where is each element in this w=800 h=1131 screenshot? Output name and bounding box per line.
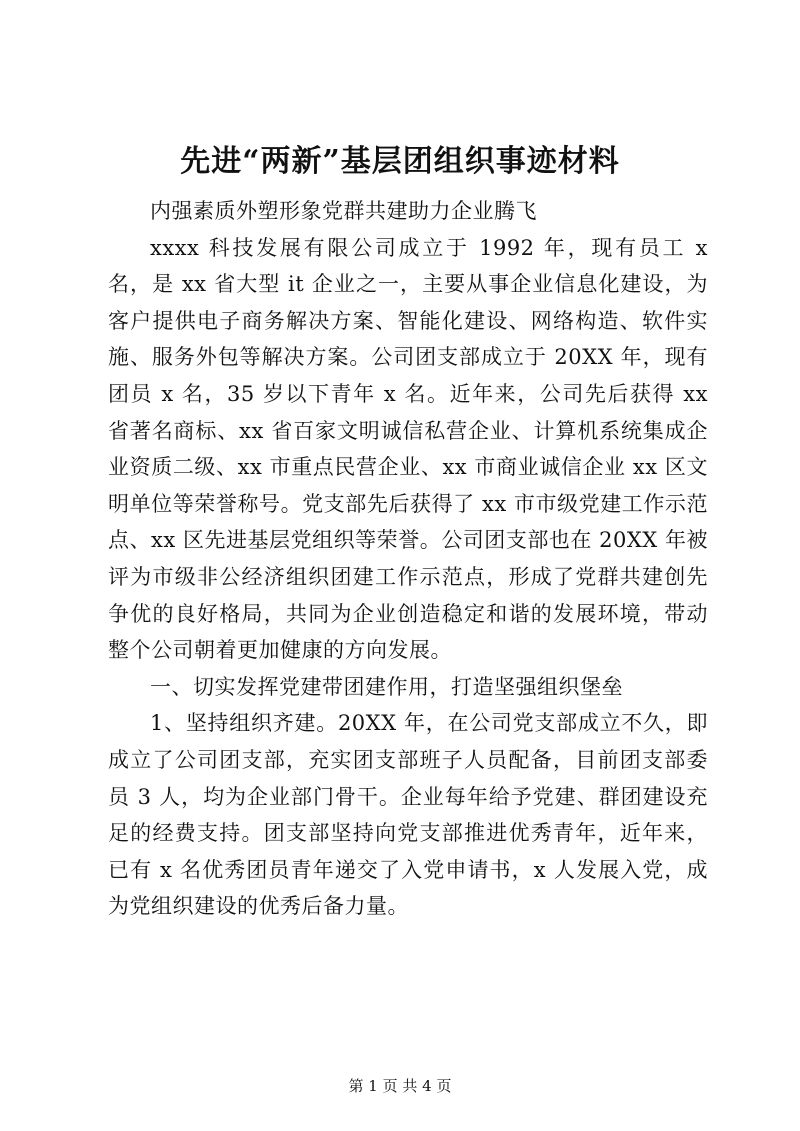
page-footer: 第 1 页 共 4 页 — [348, 1077, 452, 1095]
paragraph-section-heading: 一、切实发挥党建带团建作用，打造坚强组织堡垒 — [150, 674, 623, 699]
paragraph-organization: 1、坚持组织齐建。20XX 年，在公司党支部成立不久，即成立了公司团支部，充实团支部班子人员配备，目前团支部委员 3 人，均为企业部门骨干。企业每年给予党建、群团建设充足的经费支持。团支部坚持向党支部推进优秀青年，近年来，已有 x 名优秀团员青年递交了入党申请书，x 人发展入党，成为党组织建设的优秀后备力量。 — [108, 711, 708, 919]
document-body — [108, 193, 708, 925]
paragraph-company-intro: xxxx 科技发展有限公司成立于 1992 年，现有员工 x 名，是 xx 省大型 it 企业之一，主要从事企业信息化建设，为客户提供电子商务解决方案、智能化建设、网络构造、软件实施、服务外包等解决方案。公司团支部成立于 20XX 年，现有团员 x 名，35 岁以下青年 x 名。近年来，公司先后获得 xx 省著名商标、xx 省百家文明诚信私营企业、计算机系统集成企业资质二级、xx 市重点民营企业、xx 市商业诚信企业 xx 区文明单位等荣誉称号。党支部先后获得了 xx 市市级党建工作示范点、xx 区先进基层党组织等荣誉。公司团支部也在 20XX 年被评为市级非公经济组织团建工作示范点，形成了党群共建创先争优的良好格局，共同为企业创造稳定和谐的发展环境，带动整个公司朝着更加健康的方向发展。 — [108, 235, 708, 663]
paragraph-subtitle: 内强素质外塑形象党群共建助力企业腾飞 — [150, 199, 537, 223]
document-title: 先进“两新”基层团组织事迹材料 — [180, 144, 620, 179]
